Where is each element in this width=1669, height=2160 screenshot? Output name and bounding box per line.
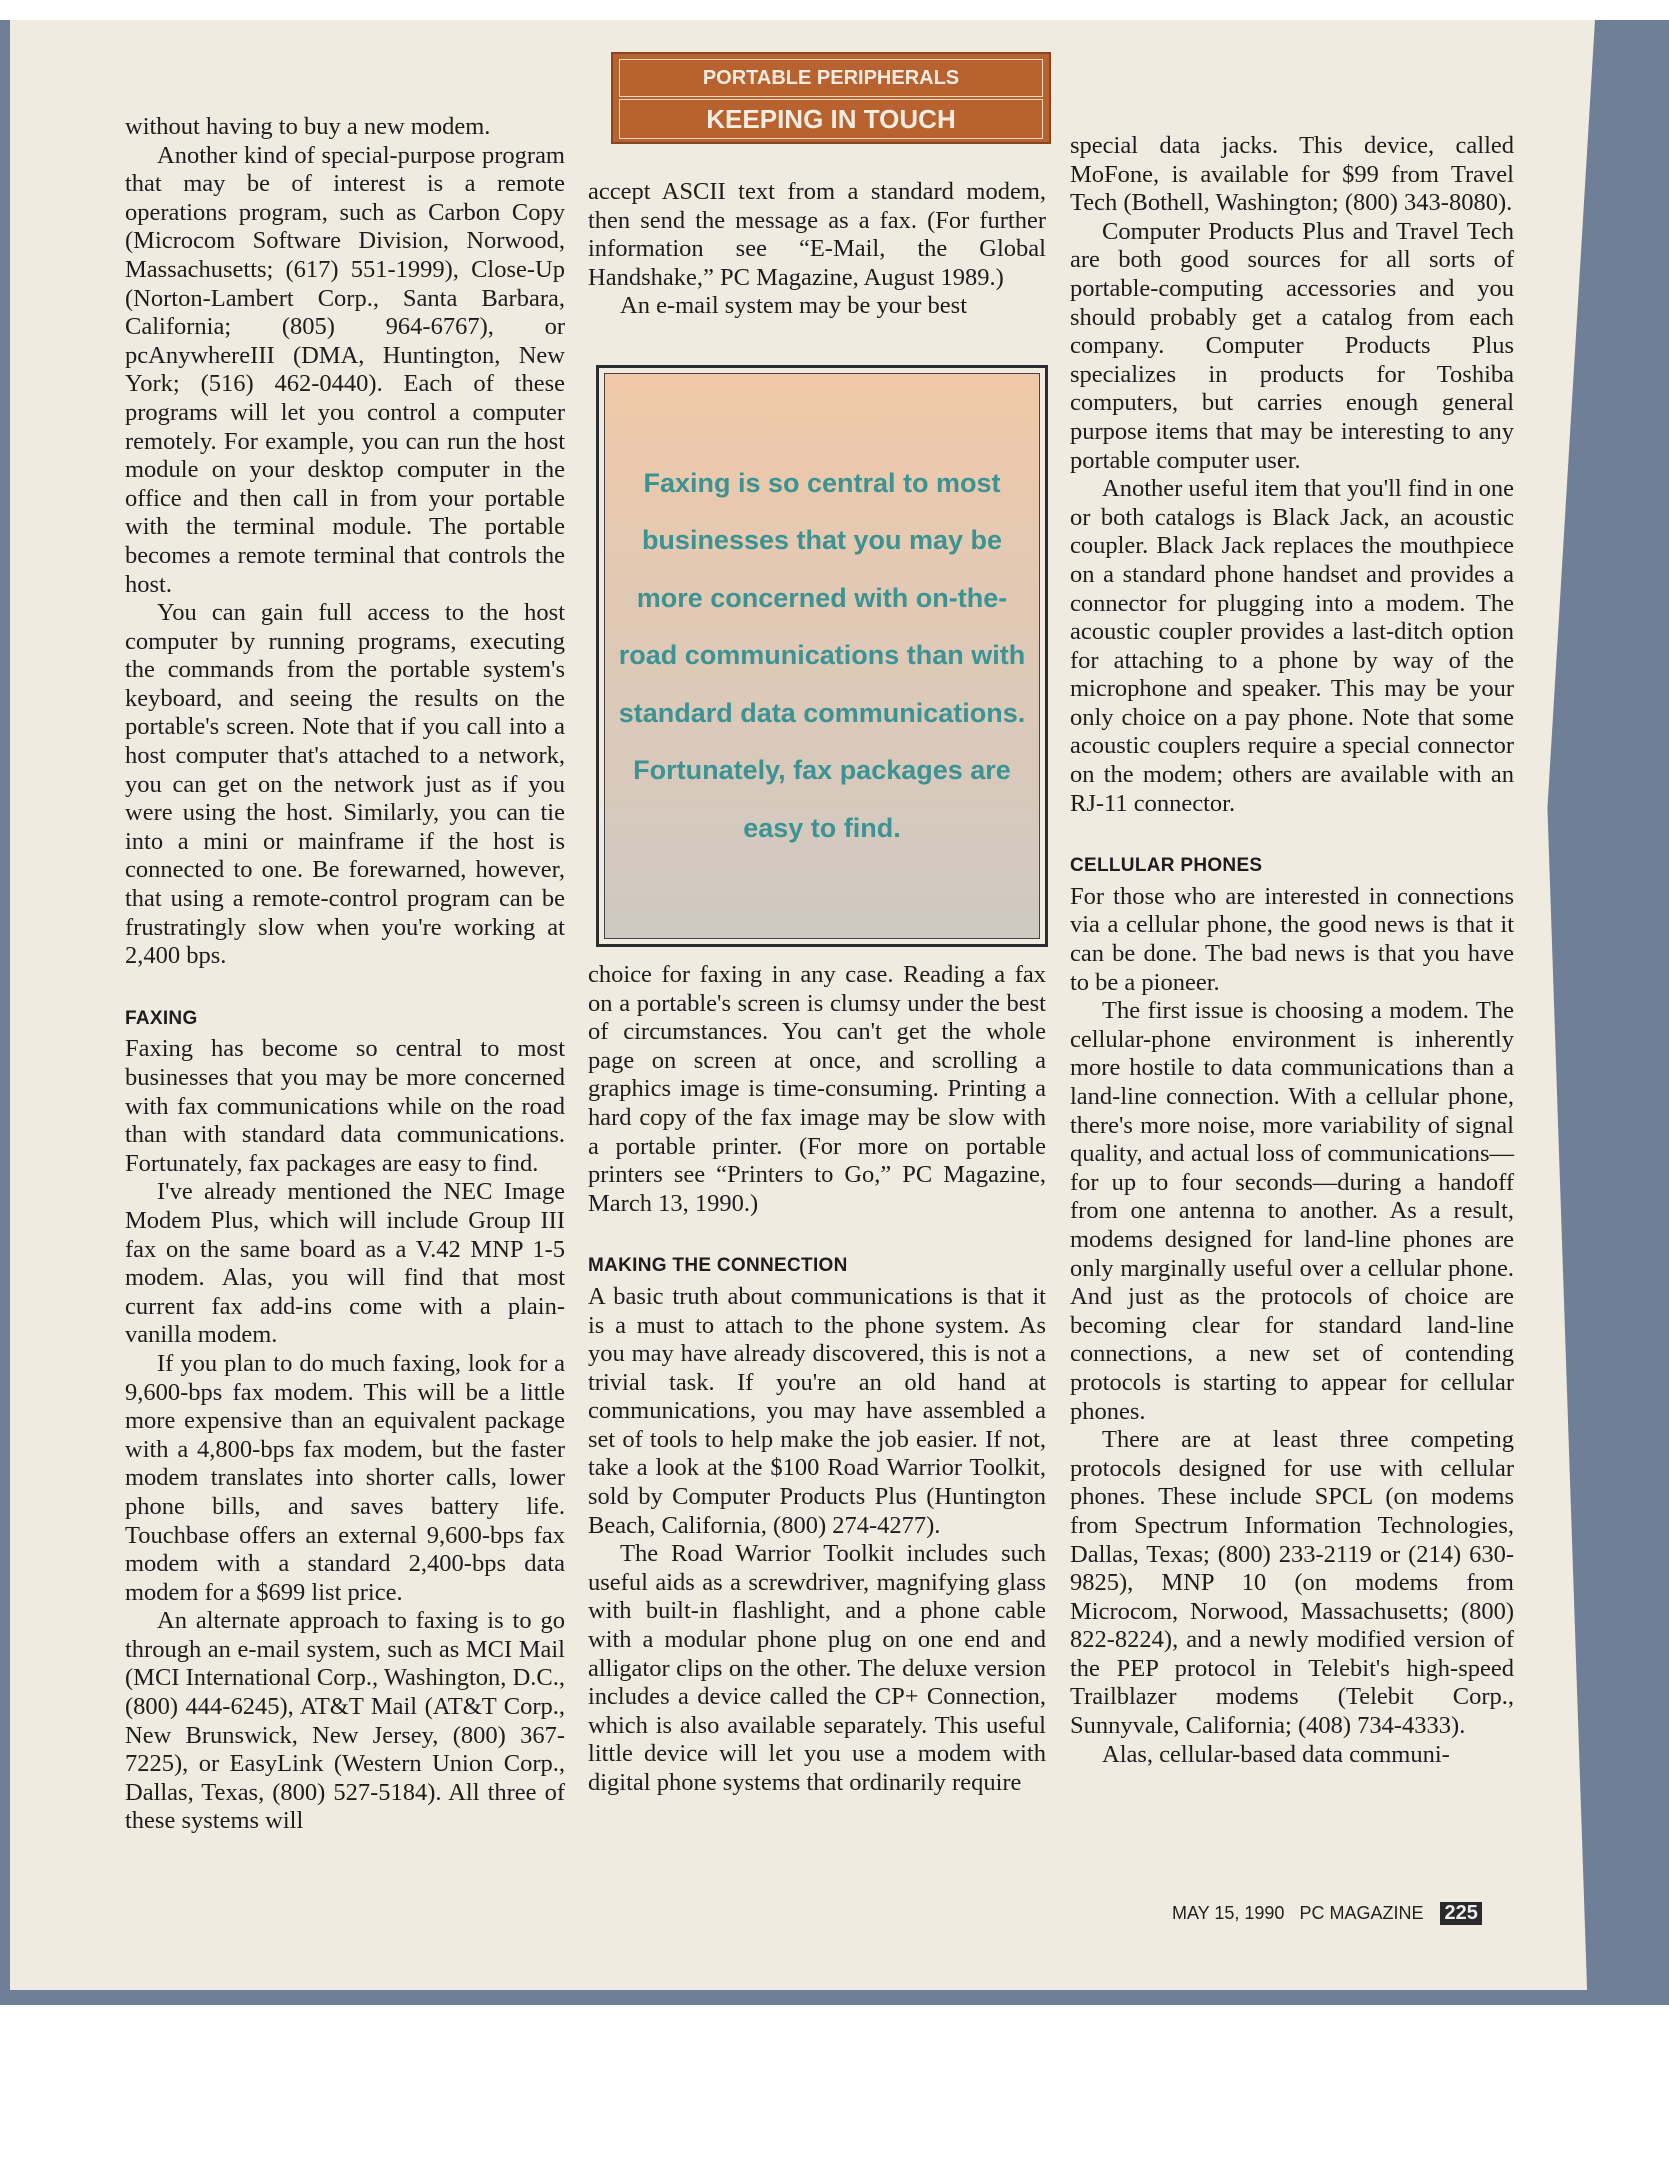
section-heading-making-the-connection: MAKING THE CONNECTION xyxy=(588,1255,848,1277)
paragraph: Computer Products Plus and Travel Tech are both good sources for all sorts of portable-computing accessories and you should probably get a catalog from each company. Computer Products Plus specializes in products for Toshiba computers, but carries enough general purpose items that may be interesting to any portable computer user. xyxy=(1070,217,1514,474)
paragraph: accept ASCII text from a standard modem, then send the message as a fax. (For further information see “E-Mail, the Global Handshake,” PC Magazine, August 1989.) xyxy=(588,178,1046,291)
pull-quote-box xyxy=(596,365,1048,947)
article-title: KEEPING IN TOUCH xyxy=(619,99,1043,139)
paragraph: without having to buy a new modem. xyxy=(125,113,491,140)
paragraph: For those who are interested in connections via a cellular phone, the good news is that it can be done. The bad news is that you have to be a pioneer. xyxy=(1070,882,1514,996)
paragraph: Alas, cellular-based data communi- xyxy=(1102,1740,1450,1768)
section-label: PORTABLE PERIPHERALS xyxy=(619,59,1043,97)
section-banner xyxy=(611,52,1051,144)
section-heading-cellular-phones: CELLULAR PHONES xyxy=(1070,855,1263,877)
paragraph: choice for faxing in any case. Reading a fax on a portable's screen is clumsy under the best of circumstances. You can't get the whole page on screen at once, and scrolling a graphics image is time-consuming. Printing a hard copy of the fax image may be slow with a portable printer. (For more on portable printers see “Printers to Go,” PC Magazine, March 13, 1990.) xyxy=(588,960,1046,1217)
paragraph: I've already mentioned the NEC Image Modem Plus, which will include Group III fax on the same board as a V.42 MNP 1-5 modem. Alas, you will find that most current fax add-ins come with a plain-vanilla modem. xyxy=(125,1178,565,1349)
paragraph: Faxing has become so central to most businesses that you may be more concerned with fax communications while on the road than with standard data communications. Fortunately, fax packages are easy to find. xyxy=(125,1035,565,1177)
paragraph: An e-mail system may be your best xyxy=(620,292,968,320)
paragraph: Another kind of special-purpose program that may be of interest is a remote operations program, such as Carbon Copy (Microcom Software Division, Norwood, Massachusetts; (617) 551-1999), Close-Up (Norton-Lambert Corp., Santa Barbara, California; (805) 964-6767), or pcAnywhereIII (DMA, Huntington, New York; (516) 462-0440). Each of these programs will let you control a computer remotely. For example, you can run the host module on your desktop computer in the office and then call in from your portable with the terminal module. The portable becomes a remote terminal that controls the host. xyxy=(125,141,565,598)
pull-quote: Faxing is so central to most businesses that you may be more concerned with on-the-road communications than with standard data communications. Fortunately, fax packages are easy to find. xyxy=(618,467,1026,843)
issue-date: MAY 15, 1990 xyxy=(1172,1903,1285,1923)
paragraph: Another useful item that you'll find in one or both catalogs is Black Jack, an acoustic coupler. Black Jack replaces the mouthpiece on a standard phone handset and provides a connector for plugging into a modem. The acoustic coupler provides a last-ditch option for attaching to a phone by way of the microphone and speaker. This may be your only choice on a pay phone. Note that some acoustic couplers require a special connector on the modem; others are available with an RJ-11 connector. xyxy=(1070,475,1514,817)
paragraph: The Road Warrior Toolkit includes such useful aids as a screwdriver, magnifying glass with built-in flashlight, and a phone cable with a modular phone plug on one end and alligator clips on the other. The deluxe version includes a device called the CP+ Connection, which is also available separately. This useful little device will let you use a modem with digital phone systems that ordinarily require xyxy=(588,1540,1046,1796)
paragraph: An alternate approach to faxing is to go through an e-mail system, such as MCI Mail (MCI International Corp., Washington, D.C., (800) 444-6245), AT&T Mail (AT&T Corp., New Brunswick, New Jersey, (800) 367-7225), or EasyLink (Western Union Corp., Dallas, Texas, (800) 527-5184). All three of these systems will xyxy=(125,1607,565,1835)
column-3 xyxy=(1070,132,1514,1769)
paragraph: You can gain full access to the host computer by running programs, executing the commands from the portable system's keyboard, and seeing the results on the portable's screen. Note that if you call into a host computer that's attached to a network, you can get on the network just as if you were using the host. Similarly, you can tie into a mini or mainframe if the host is connected to one. Be forewarned, however, that using a remote-control program can be frustratingly slow when you're working at 2,400 bps. xyxy=(125,599,565,970)
paragraph: A basic truth about communications is that it is a must to attach to the phone system. As you may have already discovered, this is not a trivial task. If you're an old hand at communications, you may have assembled a set of tools to help make the job easier. If not, take a look at the $100 Road Warrior Toolkit, sold by Computer Products Plus (Huntington Beach, California, (800) 274-4277). xyxy=(588,1282,1046,1539)
page-number: 225 xyxy=(1440,1902,1481,1925)
paragraph: If you plan to do much faxing, look for a 9,600-bps fax modem. This will be a little more expensive than an equivalent package with a 4,800-bps fax modem, but the faster modem translates into shorter calls, lower phone bills, and saves battery life. Touchbase offers an external 9,600-bps fax modem with a standard 2,400-bps data modem for a $699 list price. xyxy=(125,1349,565,1606)
magazine-name: PC MAGAZINE xyxy=(1299,1903,1424,1923)
section-heading-faxing: FAXING xyxy=(125,1007,198,1029)
paragraph: The first issue is choosing a modem. The cellular-phone environment is inherently more hostile to data communications than a land-line connection. With a cellular phone, there's more noise, more variability of signal quality, and actual loss of communications—for up to four seconds—during a handoff from one antenna to another. As a result, modems designed for land-line phones are only marginally useful over a cellular phone. And just as the protocols of choice are becoming clear for standard land-line connections, a new set of contending protocols is starting to appear for cellular phones. xyxy=(1070,997,1514,1425)
column-1 xyxy=(125,113,565,1836)
paragraph: special data jacks. This device, called MoFone, is available for $99 from Travel Tech (Bothell, Washington; (800) 343-8080). xyxy=(1070,132,1514,217)
page-footer xyxy=(1172,1902,1482,1925)
paragraph: There are at least three competing protocols designed for use with cellular phones. These include SPCL (on modems from Spectrum Information Technologies, Dallas, Texas; (800) 233-2119 or (214) 630-9825), MNP 10 (on modems from Microcom, Norwood, Massachusetts; (800) 822-8224), and a newly modified version of the PEP protocol in Telebit's high-speed Trailblazer modems (Telebit Corp., Sunnyvale, California; (408) 734-4333). xyxy=(1070,1426,1514,1740)
